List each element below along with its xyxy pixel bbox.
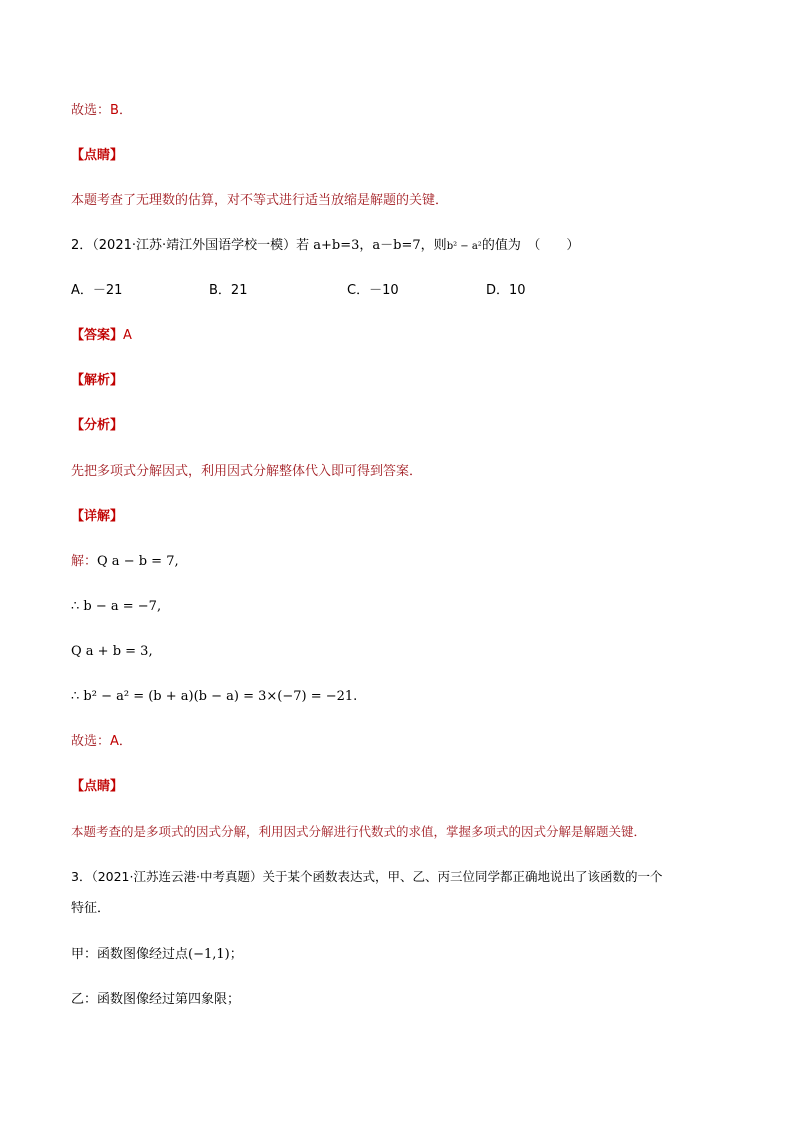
q2-dianjing-title: 【点睛】 xyxy=(71,779,124,794)
q1-answer-line xyxy=(71,101,132,121)
q1-answer-choice: B xyxy=(110,103,119,118)
q2-jiexi: 【解析】 xyxy=(71,373,124,388)
q2-dianjing-text: 本题考查的是多项式的因式分解，利用因式分解进行代数式的求值，掌握多项式的因式分解是解题关键． xyxy=(71,824,647,839)
q1-dianjing-title: 【点睛】 xyxy=(71,148,124,163)
q1-dianjing-text: 本题考查了无理数的估算，对不等式进行适当放缩是解题的关键． xyxy=(71,193,449,208)
q2-answer-line xyxy=(71,326,132,346)
q2-option-a: A．－21 xyxy=(71,283,123,298)
q2-step1 xyxy=(71,552,179,572)
q2-expr: b² − a² xyxy=(446,241,482,252)
q2-final-choice: A xyxy=(110,734,119,749)
q3-jia-point: (−1,1) xyxy=(188,947,230,962)
q3-yi: 乙：函数图像经过第四象限； xyxy=(71,992,241,1007)
q2-mid: ，则 xyxy=(420,238,447,253)
q3-jia-prefix: 甲：函数图像经过点 xyxy=(71,947,189,962)
q1-answer-suffix: ． xyxy=(118,103,132,118)
q3-jia-suffix: ； xyxy=(229,947,243,962)
q3-stem-line1: 3．（2021·江苏连云港·中考真题）关于某个函数表达式，甲、乙、丙三位同学都正确地说出了该函数的一个 xyxy=(71,869,663,884)
q2-final-answer xyxy=(71,732,132,752)
q2-fenxi-text: 先把多项式分解因式，利用因式分解整体代入即可得到答案． xyxy=(71,464,423,479)
q2-stem-suffix: 的值为 （ ） xyxy=(481,238,580,253)
q2-step1-prefix: 解： xyxy=(71,554,98,569)
q2-fenxi-title: 【分析】 xyxy=(71,418,124,433)
q2-option-c: C．－10 xyxy=(347,283,399,298)
q2-sep: ， xyxy=(359,238,373,253)
q2-stem xyxy=(71,236,579,257)
q2-answer-value: A xyxy=(123,328,132,343)
q2-step1-math: Q a − b = 7, xyxy=(97,554,179,569)
q2-cond1: a+b=3 xyxy=(313,238,360,253)
q2-answer-tag: 【答案】 xyxy=(71,328,124,343)
q2-step4: ∴ b² − a² = (b + a)(b − a) = 3×(−7) = −21. xyxy=(71,689,358,704)
q3-jia xyxy=(71,945,243,965)
q2-stem-prefix: 2．（2021·江苏·靖江外国语学校一模）若 xyxy=(71,238,314,253)
q1-answer-prefix: 故选： xyxy=(71,103,111,118)
q3-stem-line2: 特征． xyxy=(71,901,111,916)
q2-step2: ∴ b − a = −7, xyxy=(71,599,162,614)
q2-final-suffix: ． xyxy=(118,734,132,749)
q2-step3: Q a + b = 3, xyxy=(71,644,153,659)
q2-xiangjie-title: 【详解】 xyxy=(71,509,124,524)
q2-final-prefix: 故选： xyxy=(71,734,111,749)
q2-cond2: a－b=7 xyxy=(372,238,421,253)
q2-option-b: B．21 xyxy=(209,283,248,298)
q2-option-d: D．10 xyxy=(486,283,526,298)
